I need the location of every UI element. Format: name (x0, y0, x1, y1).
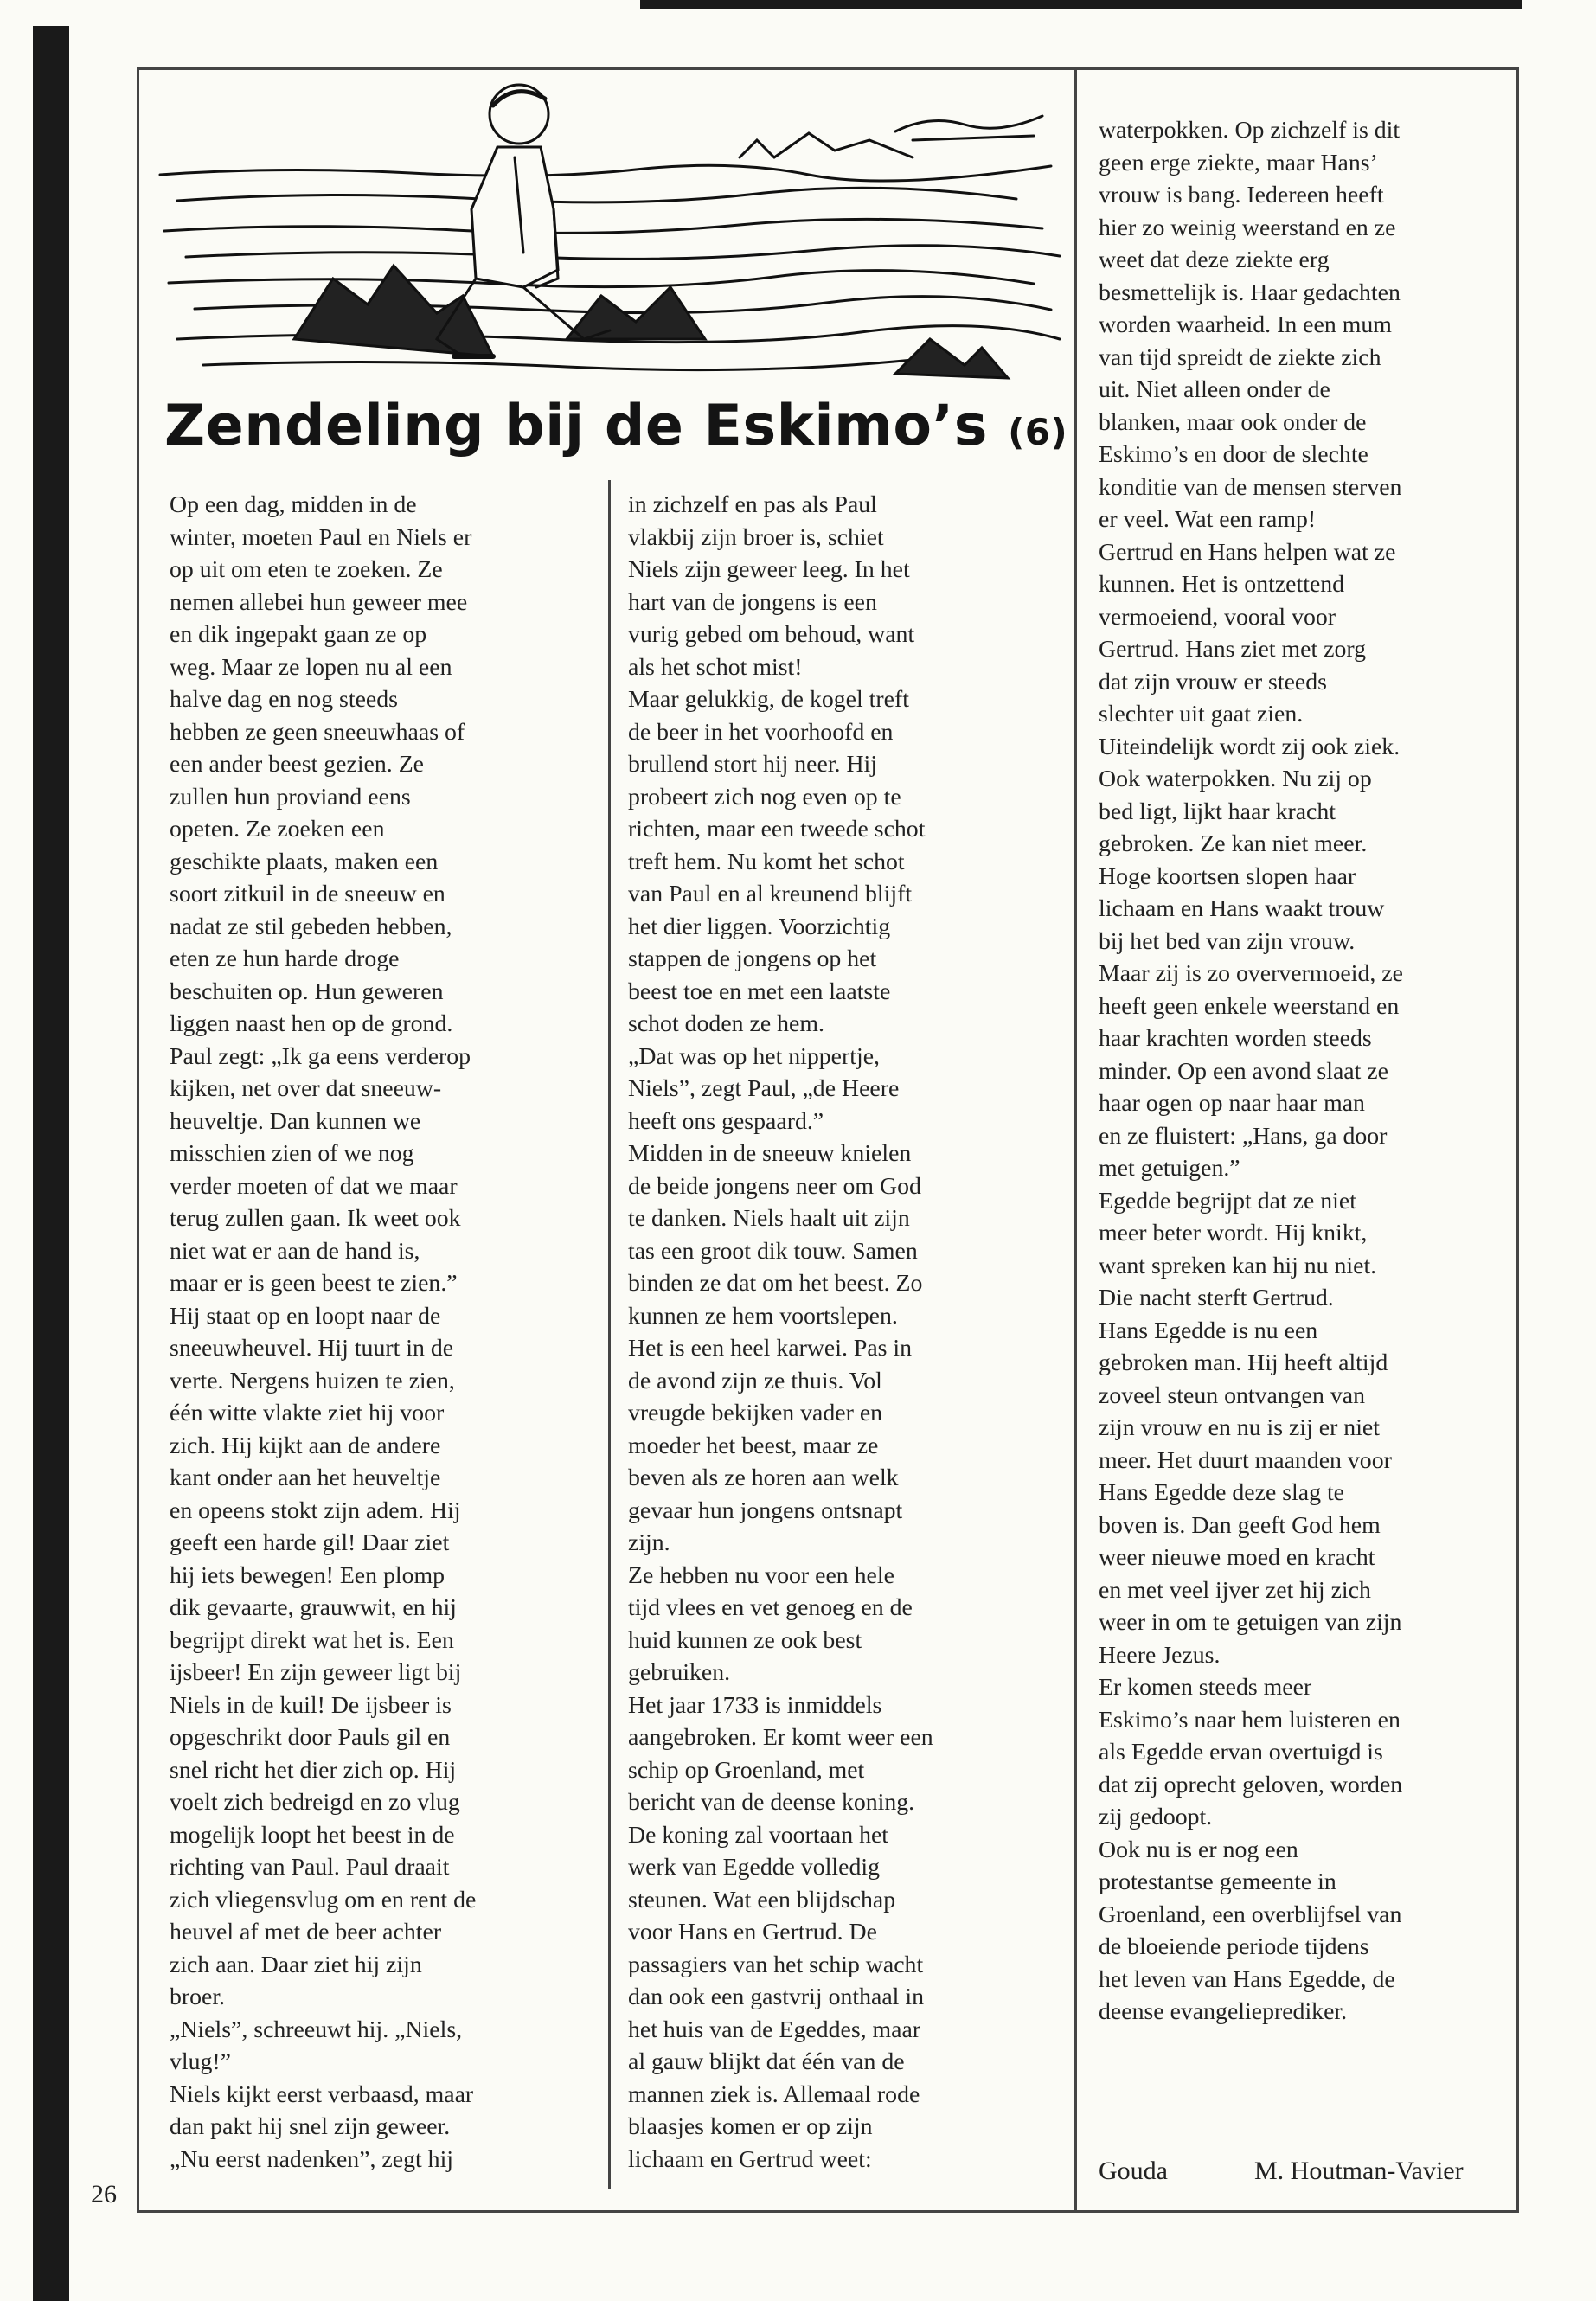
text-line: heuvel af met de beer achter (170, 1919, 442, 1945)
text-line: slechter uit gaat zien. (1099, 701, 1304, 727)
text-line: „Dat was op het nippertje, (628, 1042, 880, 1070)
text-line: Eskimo’s naar hem luisteren en (1099, 1706, 1401, 1734)
text-line: Midden in de sneeuw knielen (628, 1140, 912, 1167)
text-line: schip op Groenland, met (628, 1756, 865, 1784)
text-line: weg. Maar ze lopen nu al een (170, 653, 452, 681)
text-line: brullend stort hij neer. Hij (628, 751, 877, 778)
text-line: één witte vlakte ziet hij voor (170, 1400, 445, 1426)
text-line: op uit om eten te zoeken. Ze (170, 556, 443, 583)
text-line: kant onder aan het heuveltje (170, 1465, 441, 1491)
text-line: kunnen ze hem voortslepen. (628, 1302, 898, 1330)
text-line: nemen allebei hun geweer mee (170, 588, 468, 616)
text-line: ijsbeer! En zijn geweer ligt bij (170, 1659, 462, 1686)
text-line: Niels”, zegt Paul, „de Heere (628, 1075, 900, 1102)
text-column-3 (1099, 114, 1514, 2029)
text-line: dik gevaarte, grauwwit, en hij (170, 1594, 457, 1621)
text-line: beest toe en met een laatste (628, 977, 891, 1005)
text-line: in zichzelf en pas als Paul (628, 491, 877, 518)
text-line: vlakbij zijn broer is, schiet (628, 523, 884, 551)
left-scan-edge (33, 26, 69, 2301)
text-line: richten, maar een tweede schot (628, 816, 926, 843)
text-line: gebroken. Ze kan niet meer. (1099, 830, 1368, 857)
text-line: hier zo weinig weerstand en ze (1099, 214, 1396, 241)
text-line: stappen de jongens op het (628, 945, 877, 972)
text-line: vreugde bekijken vader en (628, 1400, 883, 1426)
text-line: Heere Jezus. (1099, 1641, 1221, 1669)
text-line: het huis van de Egeddes, maar (628, 2016, 921, 2043)
text-column-2 (628, 489, 1061, 2176)
text-line: uit. Niet alleen onder de (1099, 376, 1330, 403)
text-line: het leven van Hans Egedde, de (1099, 1965, 1395, 1993)
text-line: deense evangelieprediker. (1099, 1998, 1348, 2025)
text-line: aangebroken. Er komt weer een (628, 1724, 933, 1751)
text-line: vurig gebed om behoud, want (628, 621, 915, 648)
text-line: zich. Hij kijkt aan de andere (170, 1432, 441, 1459)
text-line: begrijpt direkt wat het is. Een (170, 1626, 454, 1654)
text-line: De koning zal voortaan het (628, 1821, 889, 1849)
text-line: Niels in de kuil! De ijsbeer is (170, 1691, 452, 1719)
text-line: Het is een heel karwei. Pas in (628, 1335, 913, 1362)
text-line: steunen. Wat een blijdschap (628, 1886, 896, 1913)
text-line: lichaam en Hans waakt trouw (1099, 895, 1385, 922)
text-line: boven is. Dan geeft God hem (1099, 1511, 1381, 1539)
text-line: kijken, net over dat sneeuw- (170, 1075, 442, 1102)
text-line: en ze fluistert: „Hans, ga door (1099, 1122, 1388, 1150)
text-line: dan ook een gastvrij onthaal in (628, 1984, 924, 2010)
text-line: beschuiten op. Hun geweren (170, 977, 444, 1005)
page-number: 26 (91, 2180, 117, 2208)
text-line: Maar zij is zo oververmoeid, ze (1099, 960, 1403, 987)
text-line: voelt zich bedreigd en zo vlug (170, 1789, 460, 1816)
text-line: dan pakt hij snel zijn geweer. (170, 2113, 451, 2140)
text-line: van Paul en al kreunend blijft (628, 881, 913, 907)
text-line: liggen naast hen op de grond. (170, 1010, 453, 1037)
text-line: Groenland, een overblijfsel van (1099, 1900, 1402, 1928)
text-line: Uiteindelijk wordt zij ook ziek. (1099, 733, 1401, 760)
text-line: nadat ze stil gebeden hebben, (170, 913, 452, 940)
text-line: zijn. (628, 1529, 670, 1556)
text-line: de beer in het voorhoofd en (628, 718, 894, 746)
text-line: het dier liggen. Voorzichtig (628, 913, 891, 940)
text-column-1 (170, 489, 602, 2176)
text-line: treft hem. Nu komt het schot (628, 848, 905, 875)
text-line: heeft geen enkele weerstand en (1099, 992, 1400, 1020)
text-line: maar er is geen beest te zien.” (170, 1270, 458, 1297)
text-line: Hans Egedde deze slag te (1099, 1479, 1345, 1506)
text-line: moeder het beest, maar ze (628, 1432, 879, 1459)
text-line: voor Hans en Gertrud. De (628, 1919, 877, 1945)
text-line: meer beter wordt. Hij knikt, (1099, 1220, 1368, 1247)
text-line: Niels zijn geweer leeg. In het (628, 556, 910, 583)
text-line: niet wat er aan de hand is, (170, 1237, 420, 1265)
text-line: Ook nu is er nog een (1099, 1836, 1298, 1863)
boy-on-rocks-illustration (151, 80, 1068, 404)
text-line: Egedde begrijpt dat ze niet (1099, 1187, 1356, 1215)
text-line: tas een groot dik touw. Samen (628, 1237, 918, 1265)
text-line: lichaam en Gertrud weet: (628, 2145, 872, 2173)
text-line: hij iets bewegen! Een plomp (170, 1561, 445, 1589)
text-line: Hij staat op en loopt naar de (170, 1302, 441, 1330)
text-line: eten ze hun harde droge (170, 945, 400, 972)
text-line: blanken, maar ook onder de (1099, 408, 1367, 436)
text-line: Maar gelukkig, de kogel treft (628, 686, 909, 713)
text-line: als Egedde ervan overtuigd is (1099, 1739, 1383, 1766)
text-line: zich vliegensvlug om en rent de (170, 1886, 477, 1913)
text-line: Die nacht sterft Gertrud. (1099, 1285, 1334, 1311)
text-line: richting van Paul. Paul draait (170, 1854, 450, 1881)
text-line: Ze hebben nu voor een hele (628, 1561, 894, 1589)
text-line: bericht van de deense koning. (628, 1789, 915, 1816)
text-line: meer. Het duurt maanden voor (1099, 1446, 1392, 1474)
text-line: haar ogen op naar haar man (1099, 1090, 1365, 1117)
text-line: geen erge ziekte, maar Hans’ (1099, 149, 1378, 176)
column-divider (608, 480, 611, 2189)
text-line: als het schot mist! (628, 653, 803, 681)
text-line: binden ze dat om het beest. Zo (628, 1270, 923, 1297)
text-line: gebroken man. Hij heeft altijd (1099, 1349, 1388, 1376)
text-line: Er komen steeds meer (1099, 1674, 1312, 1701)
text-line: misschien zien of we nog (170, 1140, 414, 1167)
text-line: geeft een harde gil! Daar ziet (170, 1529, 450, 1556)
text-line: een ander beest gezien. Ze (170, 751, 425, 778)
text-line: te danken. Niels haalt uit zijn (628, 1205, 910, 1232)
text-line: sneeuwheuvel. Hij tuurt in de (170, 1335, 454, 1362)
text-line: passagiers van het schip wacht (628, 1951, 924, 1978)
text-line: broer. (170, 1984, 226, 2010)
text-line: bed ligt, lijkt haar kracht (1099, 798, 1336, 825)
text-line: werk van Egedde volledig (628, 1854, 880, 1881)
text-line: probeert zich nog even op te (628, 783, 901, 811)
text-line: en dik ingepakt gaan ze op (170, 621, 427, 648)
text-line: mannen ziek is. Allemaal rode (628, 2080, 920, 2108)
text-line: Hoge koortsen slopen haar (1099, 862, 1356, 890)
text-line: hart van de jongens is een (628, 588, 877, 616)
text-line: met getuigen.” (1099, 1155, 1240, 1182)
text-line: er veel. Wat een ramp! (1099, 506, 1317, 533)
text-line: al gauw blijkt dat één van de (628, 2048, 905, 2075)
text-line: geschikte plaats, maken een (170, 848, 439, 875)
text-line: hebben ze geen sneeuwhaas of (170, 718, 465, 746)
text-line: besmettelijk is. Haar gedachten (1099, 279, 1401, 306)
text-line: konditie van de mensen sterven (1099, 473, 1402, 501)
text-line: Niels kijkt eerst verbaasd, maar (170, 2080, 474, 2108)
text-line: verder moeten of dat we maar (170, 1172, 458, 1200)
text-line: haar krachten worden steeds (1099, 1025, 1372, 1052)
text-line: „Nu eerst nadenken”, zegt hij (170, 2145, 454, 2173)
text-line: vermoeiend, vooral voor (1099, 603, 1336, 631)
text-line: soort zitkuil in de sneeuw en (170, 881, 445, 907)
text-line: heuveltje. Dan kunnen we (170, 1107, 421, 1135)
text-line: Op een dag, midden in de (170, 491, 417, 518)
text-line: weer in om te getuigen van zijn (1099, 1609, 1402, 1636)
text-line: blaasjes komen er op zijn (628, 2113, 873, 2140)
text-line: de beide jongens neer om God (628, 1172, 921, 1200)
author-name: M. Houtman-Vavier (1254, 2157, 1464, 2185)
text-line: bij het bed van zijn vrouw. (1099, 927, 1356, 955)
text-line: Ook waterpokken. Nu zij op (1099, 766, 1372, 792)
text-line: Gertrud en Hans helpen wat ze (1099, 538, 1396, 566)
text-line: „Niels”, schreeuwt hij. „Niels, (170, 2016, 463, 2043)
text-line: winter, moeten Paul en Niels er (170, 523, 472, 551)
place-name: Gouda (1099, 2157, 1168, 2185)
text-line: snel richt het dier zich op. Hij (170, 1756, 457, 1784)
text-line: tijd vlees en vet genoeg en de (628, 1594, 913, 1621)
text-line: verte. Nergens huizen te zien, (170, 1367, 455, 1394)
text-line: protestantse gemeente in (1099, 1868, 1336, 1895)
text-line: vrouw is bang. Iedereen heeft (1099, 182, 1384, 208)
text-line: minder. Op een avond slaat ze (1099, 1057, 1388, 1085)
text-line: terug zullen gaan. Ik weet ook (170, 1205, 461, 1232)
text-line: huid kunnen ze ook best (628, 1626, 862, 1654)
text-line: worden waarheid. In een mum (1099, 311, 1392, 338)
text-line: vlug!” (170, 2048, 232, 2075)
text-line: weer nieuwe moed en kracht (1099, 1544, 1375, 1571)
text-line: Hans Egedde is nu een (1099, 1317, 1318, 1344)
text-line: gebruiken. (628, 1659, 731, 1686)
text-line: Het jaar 1733 is inmiddels (628, 1691, 882, 1719)
text-line: kunnen. Het is ontzettend (1099, 571, 1345, 598)
text-line: de avond zijn ze thuis. Vol (628, 1367, 882, 1394)
text-line: halve dag en nog steeds (170, 686, 398, 713)
text-line: zoveel steun ontvangen van (1099, 1381, 1365, 1409)
text-line: mogelijk loopt het beest in de (170, 1821, 455, 1849)
text-line: en met veel ijver zet hij zich (1099, 1576, 1371, 1604)
text-line: schot doden ze hem. (628, 1010, 824, 1037)
article-title: Zendeling bij de Eskimo’s (6) (164, 394, 1068, 458)
text-line: dat zij oprecht geloven, worden (1099, 1771, 1403, 1798)
text-line: gevaar hun jongens ontsnapt (628, 1497, 903, 1524)
text-line: zullen hun proviand eens (170, 783, 411, 811)
text-line: Eskimo’s en door de slechte (1099, 441, 1368, 468)
text-line: want spreken kan hij nu niet. (1099, 1252, 1377, 1279)
text-line: en opeens stokt zijn adem. Hij (170, 1497, 461, 1524)
text-line: waterpokken. Op zichzelf is dit (1099, 117, 1401, 144)
text-line: opeten. Ze zoeken een (170, 816, 385, 843)
text-line: opgeschrikt door Pauls gil en (170, 1724, 451, 1751)
text-line: beven als ze horen aan welk (628, 1465, 899, 1491)
text-line: de bloeiende periode tijdens (1099, 1933, 1369, 1960)
text-line: weet dat deze ziekte erg (1099, 247, 1330, 273)
text-line: zijn vrouw en nu is zij er niet (1099, 1414, 1380, 1441)
top-rule (640, 0, 1522, 9)
text-line: Paul zegt: „Ik ga eens verderop (170, 1042, 471, 1070)
text-line: dat zijn vrouw er steeds (1099, 668, 1327, 695)
text-line: van tijd spreidt de ziekte zich (1099, 343, 1381, 371)
text-line: Gertrud. Hans ziet met zorg (1099, 636, 1367, 663)
text-line: zich aan. Daar ziet hij zijn (170, 1951, 422, 1978)
text-line: zij gedoopt. (1099, 1804, 1213, 1830)
text-line: heeft ons gespaard.” (628, 1107, 824, 1135)
